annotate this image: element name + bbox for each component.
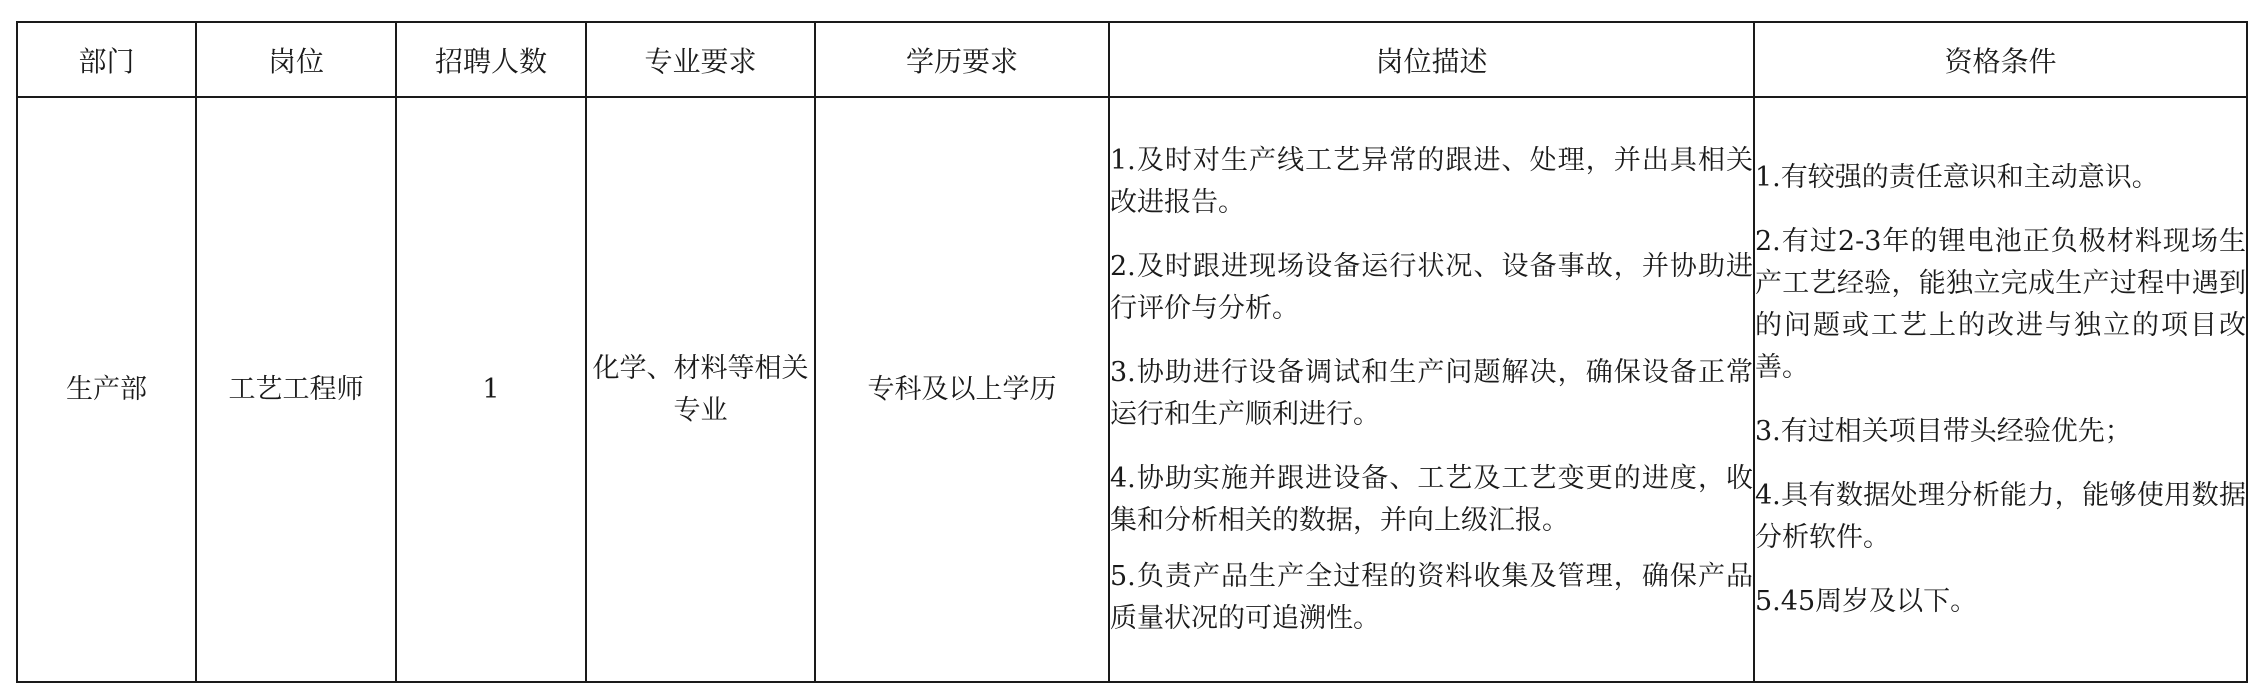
header-qualifications: 资格条件 <box>1754 22 2247 97</box>
table-row <box>17 97 2247 682</box>
qualification-item: 1.有较强的责任意识和主动意识。 <box>1755 161 2159 193</box>
header-education: 学历要求 <box>815 22 1109 97</box>
cell-position: 工艺工程师 <box>196 97 396 682</box>
qualification-item: 3.有过相关项目带头经验优先； <box>1755 415 2132 447</box>
header-description: 岗位描述 <box>1109 22 1754 97</box>
qualification-item: 2.有过2-3年的锂电池正负极材料现场生产工艺经验，能独立完成生产过程中遇到的问题或工艺上的改进与独立的项目改善。 <box>1755 225 2246 383</box>
description-item: 5.负责产品生产全过程的资料收集及管理，确保产品质量状况的可追溯性。 <box>1110 560 1753 634</box>
cell-headcount: 1 <box>396 97 586 682</box>
description-item: 4.协助实施并跟进设备、工艺及工艺变更的进度，收集和分析相关的数据，并向上级汇报。 <box>1110 462 1753 536</box>
qualification-item: 5.45周岁及以下。 <box>1755 585 1978 617</box>
cell-department: 生产部 <box>17 97 196 682</box>
cell-major: 化学、材料等相关专业 <box>586 97 815 682</box>
header-headcount: 招聘人数 <box>396 22 586 97</box>
header-major: 专业要求 <box>586 22 815 97</box>
header-department: 部门 <box>17 22 196 97</box>
qualification-item: 4.具有数据处理分析能力，能够使用数据分析软件。 <box>1755 479 2246 553</box>
header-position: 岗位 <box>196 22 396 97</box>
job-posting-table <box>16 21 2248 683</box>
description-item: 1.及时对生产线工艺异常的跟进、处理，并出具相关改进报告。 <box>1110 144 1753 218</box>
cell-qualifications <box>1754 97 2247 682</box>
cell-education: 专科及以上学历 <box>815 97 1109 682</box>
description-item: 3.协助进行设备调试和生产问题解决，确保设备正常运行和生产顺利进行。 <box>1110 356 1753 430</box>
header-row <box>17 22 2247 97</box>
cell-description <box>1109 97 1754 682</box>
description-item: 2.及时跟进现场设备运行状况、设备事故，并协助进行评价与分析。 <box>1110 250 1753 324</box>
